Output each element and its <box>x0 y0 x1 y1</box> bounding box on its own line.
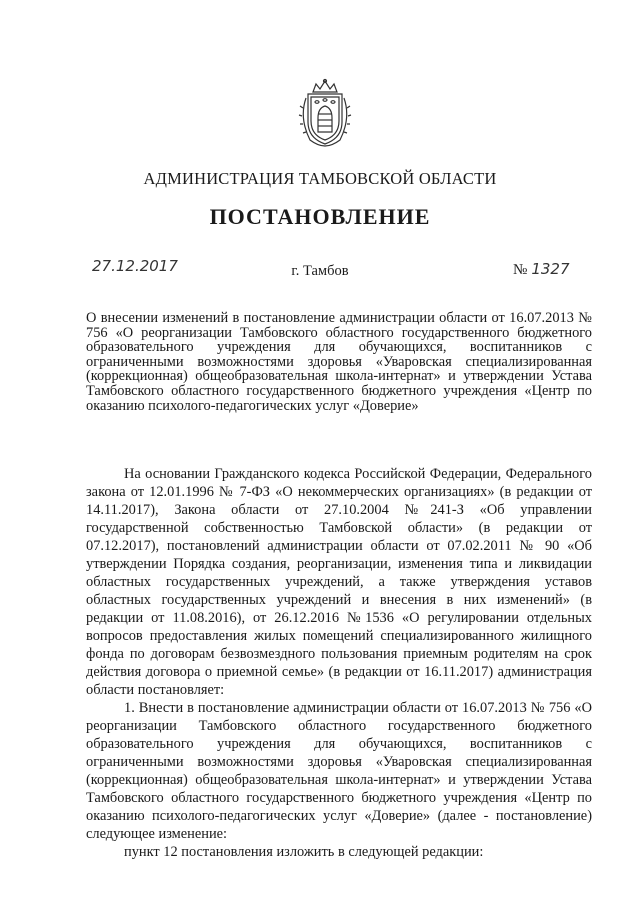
coat-of-arms-icon <box>296 78 354 148</box>
document-type: ПОСТАНОВЛЕНИЕ <box>209 204 431 229</box>
document-subject: О внесении изменений в постановление администрации области от 16.07.2013 № 756 «О реорганизации Тамбовского областного государственного бюджетного образовательного учреждения для обучающихся, воспитанников с ограниченными возможностями здоровья «Уваровская специализированная (коррекционная) общеобразовательная школа-интернат» и утверждении Устава Тамбовского областного государственного бюджетного учреждения «Центр по оказанию психолого-педагогических услуг «Доверие» <box>86 310 592 414</box>
administration-title: АДМИНИСТРАЦИЯ ТАМБОВСКОЙ ОБЛАСТИ <box>143 169 497 188</box>
body-paragraph: пункт 12 постановления изложить в следующей редакции: <box>124 844 484 860</box>
body-paragraph: 1. Внести в постановление администрации области от 16.07.2013 № 756 «О реорганизации Тамбовского областного государственного бюджетного образовательного учреждения для обучающихся, воспитанников с ограниченными возможностями здоровья «Уваровская специализированная (коррекционная) общеобразовательная школа-интернат» и утверждении Устава Тамбовского областного государственного бюджетного учреждения «Центр по оказанию психолого-педагогических услуг «Доверие» (далее - постановление) следующее изменение: <box>86 700 592 842</box>
document-city: г. Тамбов <box>291 263 349 279</box>
number-value: 1327 <box>531 260 570 278</box>
number-prefix: № <box>513 262 528 278</box>
document-number <box>513 260 570 279</box>
body-paragraph: На основании Гражданского кодекса Российской Федерации, Федерального закона от 12.01.1996 № 7-ФЗ «О некоммерческих организациях» (в редакции от 14.11.2017), Закона области от 27.10.2004 №241-З «Об управлении государственной собственностью Тамбовской области» (в редакции от 07.12.2017), постановлений администрации области от 07.02.2011 № 90 «Об утверждении Порядка создания, реорганизации, изменения типа и ликвидации областных государственных учреждений, а также утверждения уставов областных государственных учреждений и внесения в них изменений» (в редакции от 11.08.2016), от 26.12.2016 №1536 «О регулировании отдельных вопросов предоставления жилых помещений специализированного жилищного фонда по договорам безвозмездного пользования приемным родителям на срок действия договора о приемной семье» (в редакции от 16.11.2017) администрация области постановляет: <box>86 466 592 698</box>
document-body <box>86 465 592 861</box>
document-date: 27.12.2017 <box>92 257 178 275</box>
